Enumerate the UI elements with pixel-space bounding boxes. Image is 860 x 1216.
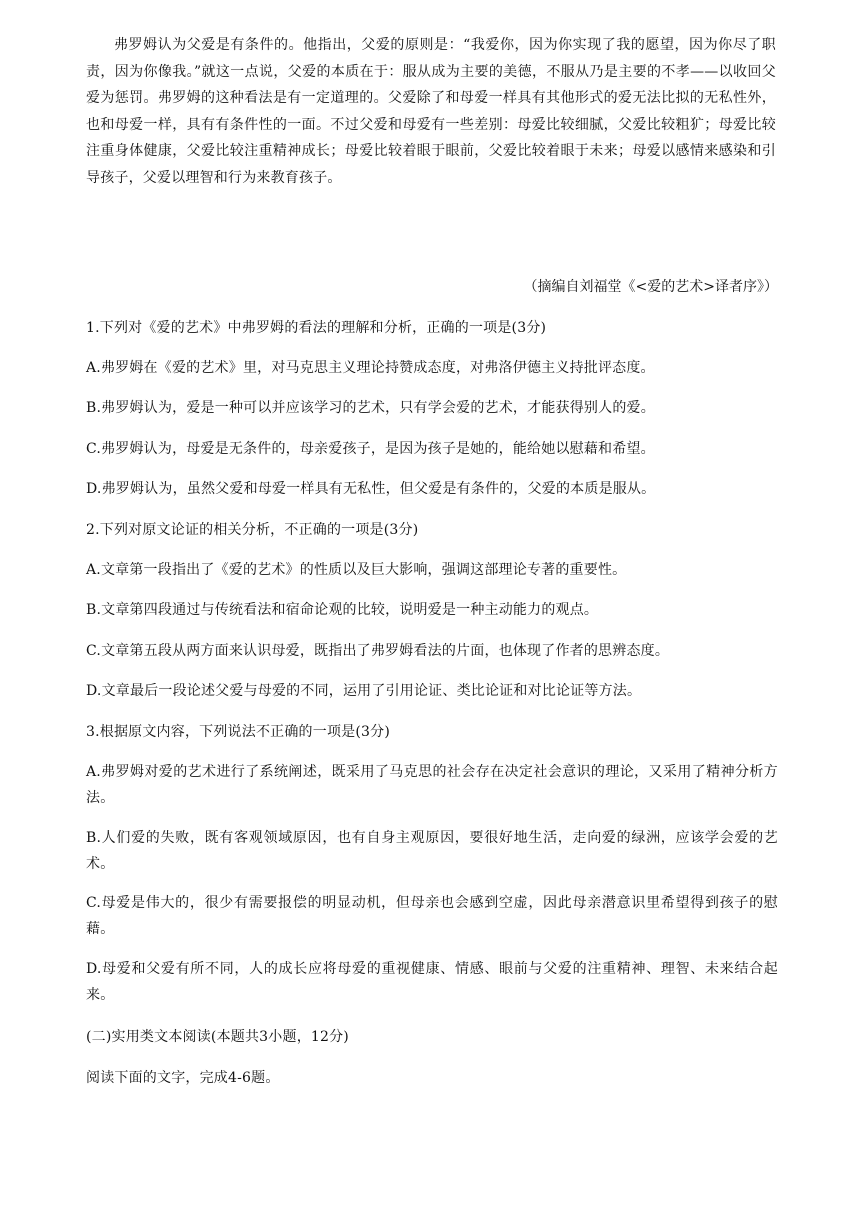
question-3-option-c: C.母爱是伟大的，很少有需要报偿的明显动机，但母亲也会感到空虚，因此母亲潜意识里希望得到孩子的慰藉。 xyxy=(86,895,778,937)
question-2-option-a: A.文章第一段指出了《爱的艺术》的性质以及巨大影响，强调这部理论专著的重要性。 xyxy=(86,562,627,578)
question-3-stem: 3.根据原文内容，下列说法不正确的一项是(3分) xyxy=(86,724,390,740)
question-3-option-a: A.弗罗姆对爱的艺术进行了系统阐述，既采用了马克思的社会存在决定社会意识的理论，又采用了精神分析方法。 xyxy=(86,764,778,806)
question-3-option-d: D.母爱和父爱有所不同，人的成长应将母爱的重视健康、情感、眼前与父爱的注重精神、理智、未来结合起来。 xyxy=(86,961,778,1003)
question-1-option-c: C.弗罗姆认为，母爱是无条件的，母亲爱孩子，是因为孩子是她的，能给她以慰藉和希望。 xyxy=(86,441,655,457)
section-heading: (二)实用类文本阅读(本题共3小题，12分) xyxy=(86,1029,349,1045)
question-2-stem: 2.下列对原文论证的相关分析，不正确的一项是(3分) xyxy=(86,522,419,538)
question-1-option-b: B.弗罗姆认为，爱是一种可以并应该学习的艺术，只有学会爱的艺术，才能获得别人的爱。 xyxy=(86,400,655,416)
question-2-option-c: C.文章第五段从两方面来认识母爱，既指出了弗罗姆看法的片面，也体现了作者的思辨态度。 xyxy=(86,643,670,659)
question-1-option-d: D.弗罗姆认为，虽然父爱和母爱一样具有无私性，但父爱是有条件的，父爱的本质是服从。 xyxy=(86,481,656,497)
question-3-option-b: B.人们爱的失败，既有客观领域原因，也有自身主观原因，要很好地生活，走向爱的绿洲，应该学会爱的艺术。 xyxy=(86,830,778,872)
question-1-option-a: A.弗罗姆在《爱的艺术》里，对马克思主义理论持赞成态度，对弗洛伊德主义持批评态度。 xyxy=(86,360,655,376)
passage-paragraph: 弗罗姆认为父爱是有条件的。他指出，父爱的原则是：“我爱你，因为你实现了我的愿望，因为你尽了职责，因为你像我。”就这一点说，父爱的本质在于：服从成为主要的美德，不服从乃是主要的不孝——以收回父爱为惩罚。弗罗姆的这种看法是有一定道理的。父爱除了和母爱一样具有其他形式的爱无法比拟的无私性外，也和母爱一样，具有有条件性的一面。不过父爱和母爱有一些差别：母爱比较细腻，父爱比较粗犷；母爱比较注重身体健康，父爱比较注重精神成长；母爱比较着眼于眼前，父爱比较着眼于未来；母爱以感情来感染和引导孩子，父爱以理智和行为来教育孩子。 xyxy=(86,37,776,186)
section-instruction: 阅读下面的文字，完成4-6题。 xyxy=(86,1070,280,1086)
question-2-option-d: D.文章最后一段论述父爱与母爱的不同，运用了引用论证、类比论证和对比论证等方法。 xyxy=(86,683,642,699)
question-2-option-b: B.文章第四段通过与传统看法和宿命论观的比较，说明爱是一种主动能力的观点。 xyxy=(86,602,599,618)
question-1-stem: 1.下列对《爱的艺术》中弗罗姆的看法的理解和分析，正确的一项是(3分) xyxy=(86,320,547,336)
passage-source: （摘编自刘福堂《<爱的艺术>译者序》） xyxy=(523,279,778,295)
